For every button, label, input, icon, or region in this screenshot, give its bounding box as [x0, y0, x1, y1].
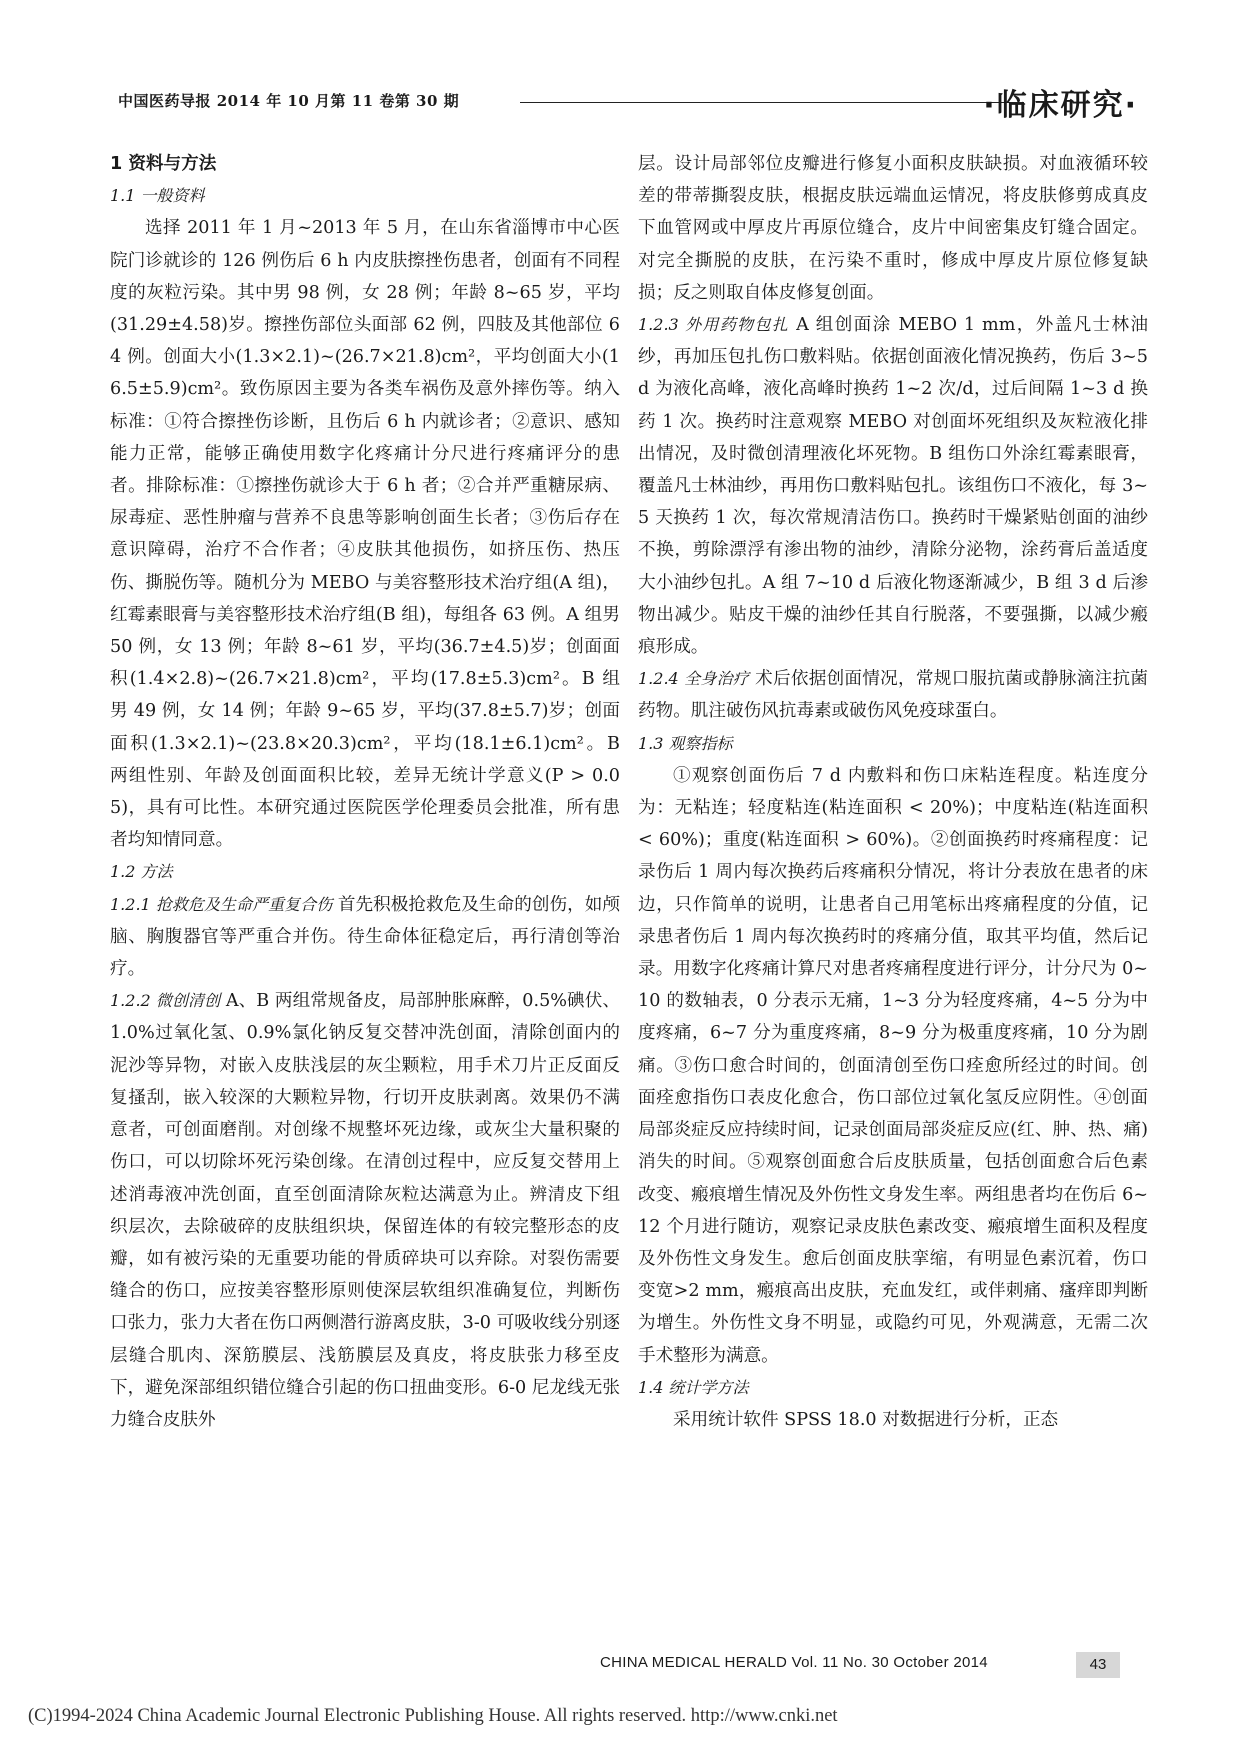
paragraph-text: 首先积极抢救危及生命的创伤，如颅脑、胸腹器官等严重合并伤。待生命体征稳定后，再行清创等治疗。 [110, 894, 620, 980]
running-footer [600, 1652, 1120, 1680]
subsection-heading: 1.1 一般资料 [110, 186, 205, 206]
paragraph-text: 术后依据创面情况，常规口服抗菌或静脉滴注抗菌药物。肌注破伤风抗毒素或破伤风免疫球蛋白。 [638, 669, 1148, 722]
header-rule [520, 102, 1024, 103]
subsection-heading: 1.3 观察指标 [638, 733, 733, 753]
paragraph: 选择 2011 年 1 月~2013 年 5 月，在山东省淄博市中心医院门诊就诊的 126 例伤后 6 h 内皮肤擦挫伤患者，创面有不同程度的灰粒污染。其中男 98 例，女 28 例；年龄 8~65 岁，平均(31.29±4.58)岁。擦挫伤部位头面部 62 例，四肢及其他部位 64 例。创面大小(1.3×2.1)~(26.7×21.8)cm²，平均创面大小(16.5±5.9)cm²。致伤原因主要为各类车祸伤及意外摔伤等。纳入标准：①符合擦挫伤诊断，且伤后 6 h 内就诊者；②意识、感知能力正常，能够正确使用数字化疼痛计分尺进行疼痛评分的患者。排除标准：①擦挫伤就诊大于 6 h 者；②合并严重糖尿病、尿毒症、恶性肿瘤与营养不良患等影响创面生长者；③伤后存在意识障碍，治疗不合作者；④皮肤其他损伤，如挤压伤、热压伤、撕脱伤等。随机分为 MEBO 与美容整形技术治疗组(A 组)，红霉素眼膏与美容整形技术治疗组(B 组)，每组各 63 例。A 组男 50 例，女 13 例；年龄 8~61 岁，平均(36.7±4.5)岁；创面面积(1.4×2.8)~(26.7×21.8)cm²，平均(17.8±5.3)cm²。B 组男 49 例，女 14 例；年龄 9~65 岁，平均(37.8±5.7)岁；创面面积(1.3×2.1)~(23.8×20.3)cm²，平均(18.1±6.1)cm²。B 两组性别、年龄及创面面积比较，差异无统计学意义(P > 0.05)，具有可比性。本研究通过医院医学伦理委员会批准，所有患者均知情同意。 [110, 218, 620, 851]
paragraph [638, 309, 1148, 663]
paragraph-lead-heading: 1.2.2 微创清创 [110, 991, 221, 1011]
paragraph [110, 889, 620, 986]
running-header [118, 84, 1138, 124]
paragraph-text: A、B 两组常规备皮，局部肿胀麻醉，0.5%碘伏、1.0%过氧化氢、0.9%氯化钠反复交替冲洗创面，清除创面内的泥沙等异物，对嵌入皮肤浅层的灰尘颗粒，用手术刀片正反面反复搔刮，嵌入较深的大颗粒异物，行切开皮肤剥离。效果仍不满意者，可创面磨削。对创缘不规整坏死边缘，或灰尘大量积聚的伤口，可以切除坏死污染创缘。在清创过程中，应反复交替用上述消毒液冲洗创面，直至创面清除灰粒达满意为止。辨清皮下组织层次，去除破碎的皮肤组织块，保留连体的有较完整形态的皮瓣，如有被污染的无重要功能的骨质碎块可以弃除。对裂伤需要缝合的伤口，应按美容整形原则使深层软组织准确复位，判断伤口张力，张力大者在伤口两侧潜行游离皮肤，3-0 可吸收线分别逐层缝合肌肉、深筋膜层、浅筋膜层及真皮，将皮肤张力移至皮下，避免深部组织错位缝合引起的伤口扭曲变形。6-0 尼龙线无张力缝合皮肤外 [110, 991, 620, 1430]
section-tag: ·临床研究· [983, 88, 1138, 123]
page-number: 43 [1076, 1652, 1120, 1678]
paragraph: ①观察创面伤后 7 d 内敷料和伤口床粘连程度。粘连度分为：无粘连；轻度粘连(粘连面积 < 20%)；中度粘连(粘连面积 < 60%)；重度(粘连面积 > 60%)。②创面换药时疼痛程度：记录伤后 1 周内每次换药后疼痛积分情况，将计分表放在患者的床边，只作简单的说明，让患者自己用笔标出疼痛程度的分值，记录患者伤后 1 周内每次换药时的疼痛分值，取其平均值，然后记录。用数字化疼痛计算尺对患者疼痛程度进行评分，计分尺为 0~10 的数轴表，0 分表示无痛，1~3 分为轻度疼痛，4~5 分为中度疼痛，6~7 分为重度疼痛，8~9 分为极重度疼痛，10 分为剧痛。③伤口愈合时间的，创面清创至伤口痊愈所经过的时间。创面痊愈指伤口表皮化愈合，伤口部位过氧化氢反应阴性。④创面局部炎症反应持续时间，记录创面局部炎症反应(红、肿、热、痛)消失的时间。⑤观察创面愈合后皮肤质量，包括创面愈合后色素改变、瘢痕增生情况及外伤性文身发生率。两组患者均在伤后 6~12 个月进行随访，观察记录皮肤色素改变、瘢痕增生面积及程度及外伤性文身发生。愈后创面皮肤挛缩，有明显色素沉着，伤口变宽>2 mm，瘢痕高出皮肤，充血发红，或伴刺痛、瘙痒即判断为增生。外伤性文身不明显，或隐约可见，外观满意，无需二次手术整形为满意。 [638, 765, 1148, 1366]
paragraph-lead-heading: 1.2.1 抢救危及生命严重复合伤 [110, 894, 333, 914]
paragraph-lead-heading: 1.2.4 全身治疗 [638, 669, 750, 689]
paragraph: 层。设计局部邻位皮瓣进行修复小面积皮肤缺损。对血液循环较差的带蒂撕裂皮肤，根据皮肤远端血运情况，将皮肤修剪成真皮下血管网或中厚皮片再原位缝合，皮片中间密集皮钉缝合固定。对完全撕脱的皮肤，在污染不重时，修成中厚皮片原位修复缺损；反之则取自体皮修复创面。 [638, 154, 1148, 303]
subsection-heading: 1.4 统计学方法 [638, 1377, 749, 1397]
copyright-notice: (C)1994-2024 China Academic Journal Electronic Publishing House. All rights reserved. http://www.cnki.net [28, 1706, 838, 1726]
paragraph [638, 663, 1148, 727]
section-heading: 1 资料与方法 [110, 154, 217, 174]
right-column [638, 148, 1148, 1436]
paragraph: 采用统计软件 SPSS 18.0 对数据进行分析，正态 [673, 1409, 1059, 1430]
journal-english-name: CHINA MEDICAL HERALD Vol. 11 No. 30 October 2014 [600, 1654, 988, 1671]
paragraph [110, 985, 620, 1436]
article-body [110, 148, 1148, 1638]
paragraph-text: A 组创面涂 MEBO 1 mm，外盖凡士林油纱，再加压包扎伤口敷料贴。依据创面液化情况换药，伤后 3~5 d 为液化高峰，液化高峰时换药 1~2 次/d，过后间隔 1~3 d 换药 1 次。换药时注意观察 MEBO 对创面坏死组织及灰粒液化排出情况，及时微创清理液化坏死物。B 组伤口外涂红霉素眼膏，覆盖凡士林油纱，再用伤口敷料贴包扎。该组伤口不液化，每 3~5 天换药 1 次，每次常规清洁伤口。换药时干燥紧贴创面的油纱不换，剪除漂浮有渗出物的油纱，清除分泌物，涂药膏后盖适度大小油纱包扎。A 组 7~10 d 后液化物逐渐减少，B 组 3 d 后渗物出减少。贴皮干燥的油纱任其自行脱落，不要强撕，以减少瘢痕形成。 [638, 315, 1148, 658]
journal-issue-line: 中国医药导报 2014 年 10 月第 11 卷第 30 期 [118, 92, 460, 110]
subsection-heading: 1.2 方法 [110, 862, 173, 882]
left-column [110, 148, 620, 1436]
paragraph-lead-heading: 1.2.3 外用药物包扎 [638, 315, 790, 335]
